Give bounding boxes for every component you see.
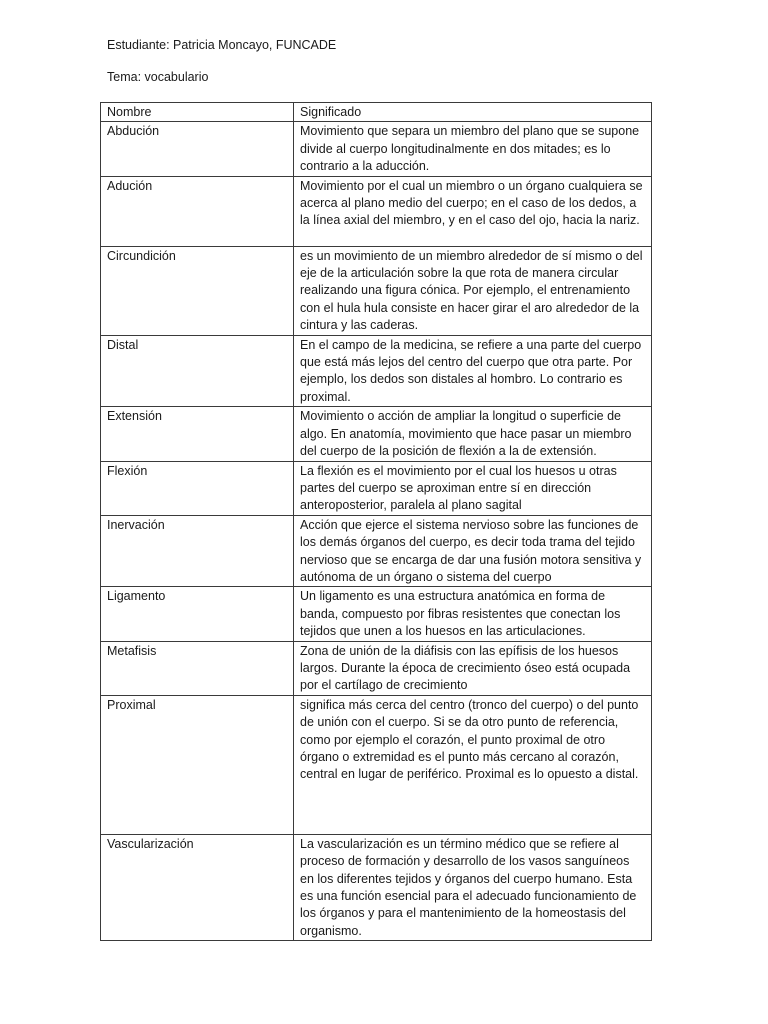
term-cell: Ligamento (101, 587, 294, 641)
table-header-row (101, 103, 652, 122)
term-cell: Proximal (101, 695, 294, 834)
term-cell: Metafisis (101, 641, 294, 695)
definition-cell: Movimiento que separa un miembro del plano que se supone divide al cuerpo longitudinalmente en dos mitades; es lo contrario a la aducción. (294, 122, 652, 176)
definition-cell: La flexión es el movimiento por el cual los huesos u otras partes del cuerpo se aproximan entre sí en dirección anteroposterior, paralela al plano sagital (294, 461, 652, 515)
definition-cell: En el campo de la medicina, se refiere a una parte del cuerpo que está más lejos del centro del cuerpo que otra parte. Por ejemplo, los dedos son distales al hombro. Lo contrario es proximal. (294, 335, 652, 407)
table-row (101, 407, 652, 461)
topic-line: Tema: vocabulario (107, 70, 209, 84)
table-row (101, 641, 652, 695)
term-cell: Adución (101, 176, 294, 246)
table-row (101, 176, 652, 246)
definition-cell: Un ligamento es una estructura anatómica en forma de banda, compuesto por fibras resistentes que conectan los tejidos que unen a los huesos en las articulaciones. (294, 587, 652, 641)
vocabulary-table (100, 102, 652, 941)
term-cell: Circundición (101, 246, 294, 335)
term-cell: Abdución (101, 122, 294, 176)
header-meaning: Significado (294, 103, 652, 122)
table-row (101, 335, 652, 407)
table-row (101, 695, 652, 834)
table-row (101, 246, 652, 335)
table-row (101, 461, 652, 515)
table-row (101, 834, 652, 940)
definition-cell: Zona de unión de la diáfisis con las epífisis de los huesos largos. Durante la época de crecimiento óseo está ocupada por el cartílago de crecimiento (294, 641, 652, 695)
definition-cell: Acción que ejerce el sistema nervioso sobre las funciones de los demás órganos del cuerpo, es decir toda trama del tejido nervioso que se encarga de dar una fusión motora sensitiva y autónoma de un órgano o sistema del cuerpo (294, 515, 652, 587)
definition-cell: es un movimiento de un miembro alrededor de sí mismo o del eje de la articulación sobre la que rota de manera circular realizando una figura cónica. Por ejemplo, el entrenamiento con el hula hula consiste en hacer girar el aro alrededor de la cintura y las caderas. (294, 246, 652, 335)
definition-cell: significa más cerca del centro (tronco del cuerpo) o del punto de unión con el cuerpo. Si se da otro punto de referencia, como por ejemplo el corazón, el punto proximal de otro órgano o extremidad es el punto más cercano al corazón, central en lugar de periférico. Proximal es lo opuesto a distal. (294, 695, 652, 834)
table-row (101, 122, 652, 176)
table-row (101, 515, 652, 587)
definition-cell: Movimiento o acción de ampliar la longitud o superficie de algo. En anatomía, movimiento que hace pasar un miembro del cuerpo de la posición de flexión a la de extensión. (294, 407, 652, 461)
term-cell: Distal (101, 335, 294, 407)
term-cell: Flexión (101, 461, 294, 515)
term-cell: Vascularización (101, 834, 294, 940)
student-line: Estudiante: Patricia Moncayo, FUNCADE (107, 38, 337, 52)
term-cell: Inervación (101, 515, 294, 587)
definition-cell: La vascularización es un término médico que se refiere al proceso de formación y desarrollo de los vasos sanguíneos en los diferentes tejidos y órganos del cuerpo humano. Esta es una función esencial para el adecuado funcionamiento de los órganos y para el mantenimiento de la homeostasis del organismo. (294, 834, 652, 940)
header-name: Nombre (101, 103, 294, 122)
term-cell: Extensión (101, 407, 294, 461)
table-row (101, 587, 652, 641)
definition-cell: Movimiento por el cual un miembro o un órgano cualquiera se acerca al plano medio del cuerpo; en el caso de los dedos, a la línea axial del miembro, y en el caso del ojo, hacia la nariz. (294, 176, 652, 246)
